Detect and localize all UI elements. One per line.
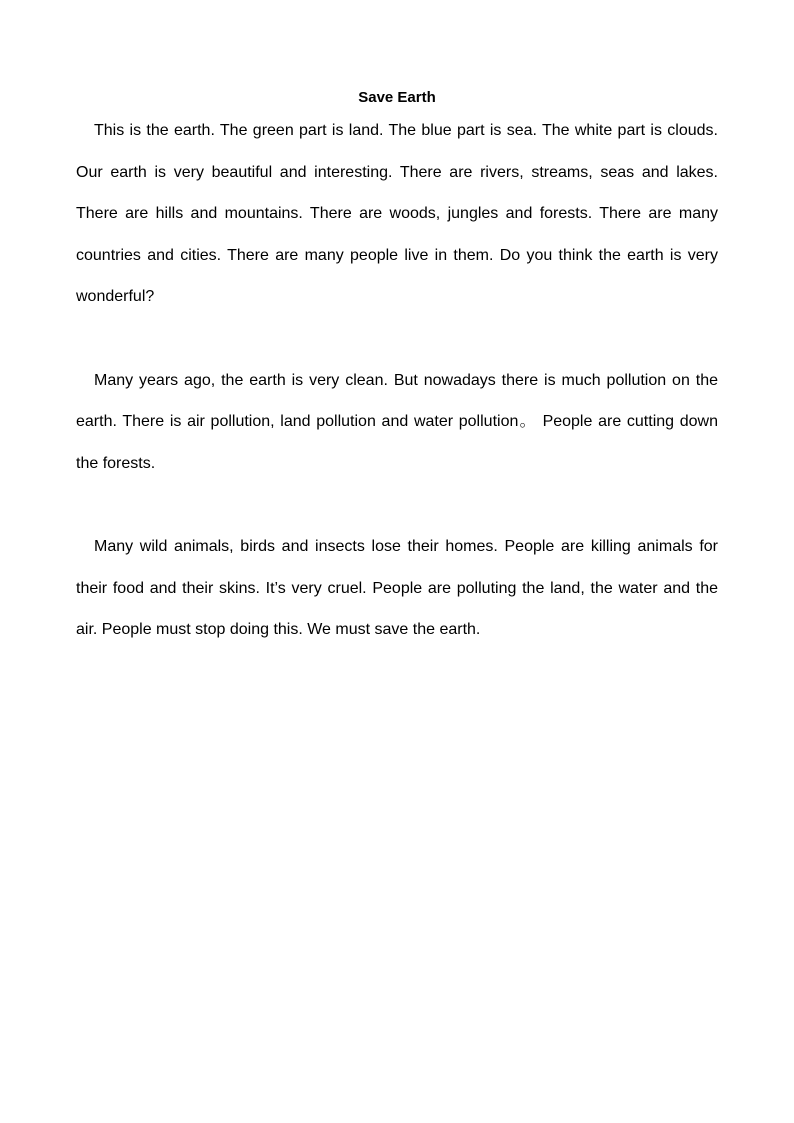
paragraph-2: Many years ago, the earth is very clean. But nowadays there is much pollution on the earth. There is air pollution, land pollution and water pollution。 People are cutting down the forests. <box>76 371 718 472</box>
paragraph-3: Many wild animals, birds and insects lose their homes. People are killing animals for their food and their skins. It’s very cruel. People are polluting the land, the water and the air. People must stop doing this. We must save the earth. <box>76 537 718 639</box>
document-title: Save Earth <box>358 89 436 106</box>
document-body <box>76 86 718 651</box>
paragraph-spacer <box>76 318 718 360</box>
paragraph-spacer <box>76 484 718 526</box>
paragraph-1: This is the earth. The green part is land. The blue part is sea. The white part is clouds. Our earth is very beautiful and interesting. There are rivers, streams, seas and lakes. There are hills and mountains. There are woods, jungles and forests. There are many countries and cities. There are many people live in them. Do you think the earth is very wonderful? <box>76 122 718 306</box>
